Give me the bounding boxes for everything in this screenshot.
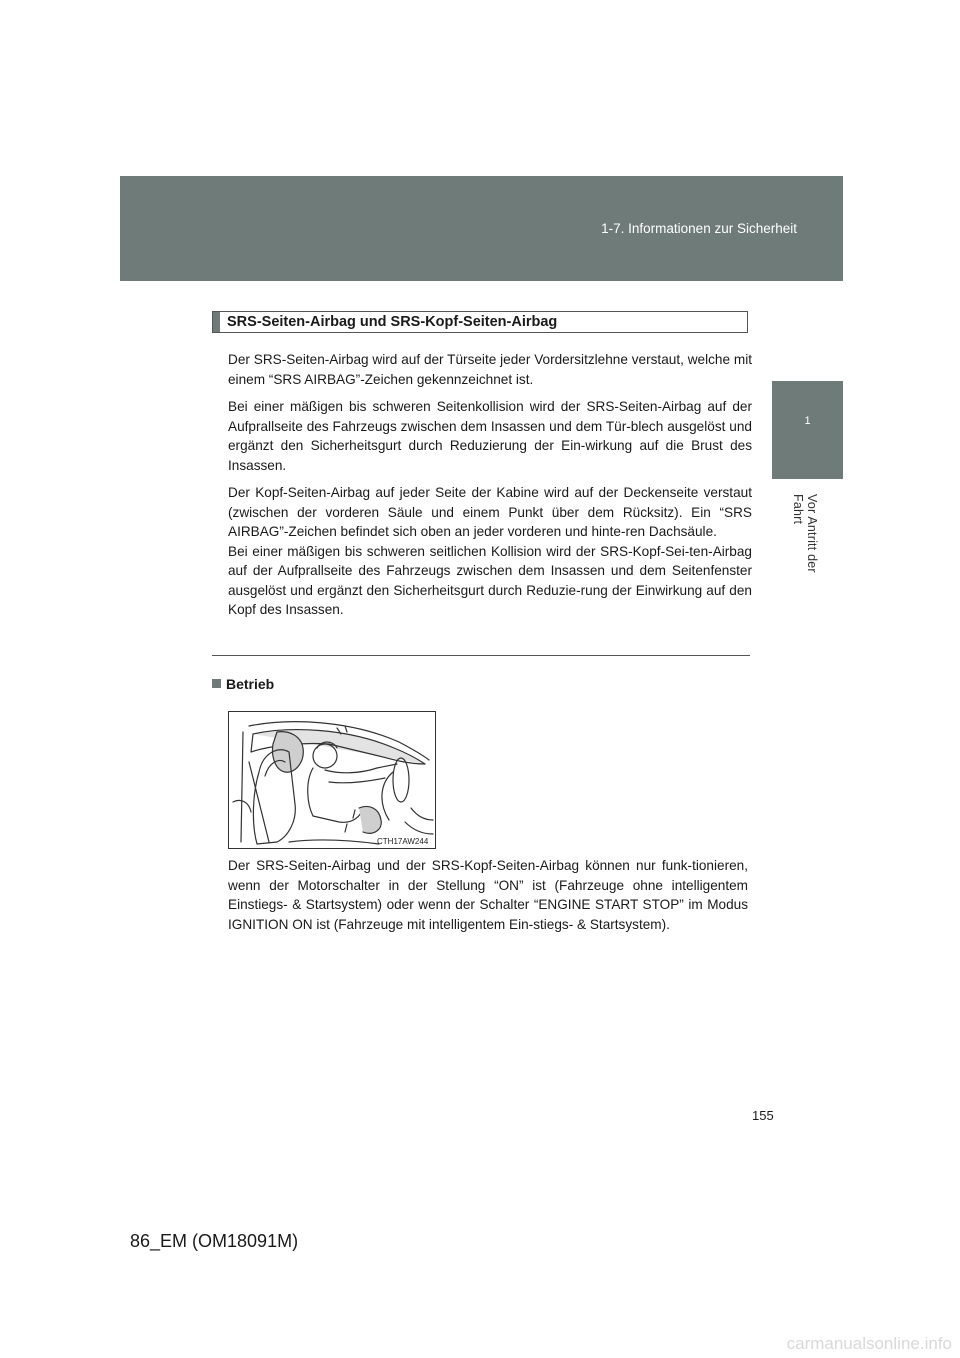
section-heading-box xyxy=(212,311,748,333)
operation-text: Der SRS-Seiten-Airbag und der SRS-Kopf-Seiten-Airbag können nur funk-tionieren, wenn der Motorschalter in der Stellung “ON” ist (Fahrzeuge ohne intelligentem Einstiegs- & Startsystem) oder wenn der Schalter “ENGINE START STOP” im Modus IGNITION ON ist (Fahrzeuge mit intelligentem Ein-stiegs- & Startsystem). xyxy=(228,858,748,932)
airbag-diagram-icon xyxy=(229,712,435,848)
section-body xyxy=(228,350,752,628)
paragraph: Bei einer mäßigen bis schweren seitlichen Kollision wird der SRS-Kopf-Sei-ten-Airbag auf der Aufprallseite des Fahrzeugs zwischen dem Insassen und dem Seitenfenster ausgelöst und ergänzt den Sicherheitsgurt durch Reduzie-rung der Einwirkung auf den Kopf des Insassen. xyxy=(228,543,752,617)
document-code: 86_EM (OM18091M) xyxy=(130,1231,299,1251)
chapter-number: 1 xyxy=(804,415,811,427)
heading-accent-bar xyxy=(213,312,220,332)
airbag-illustration xyxy=(228,711,436,849)
paragraph: Der Kopf-Seiten-Airbag auf jeder Seite der Kabine wird auf der Deckenseite verstaut (zwischen der vorderen Säule und einem Punkt über dem Rücksitz). Ein “SRS AIRBAG”-Zeichen befindet sich oben an jeder vorderen und hinte-ren Dachsäule. xyxy=(228,485,752,539)
section-divider xyxy=(212,655,750,656)
header-section-title: 1-7. Informationen zur Sicherheit xyxy=(601,221,797,236)
chapter-tab xyxy=(772,381,843,479)
page-number: 155 xyxy=(752,1108,774,1123)
chapter-label: Vor Antritt der Fahrt xyxy=(791,494,819,573)
paragraph: Der SRS-Seiten-Airbag wird auf der Türseite jeder Vordersitzlehne verstaut, welche mit einem “SRS AIRBAG”-Zeichen gekennzeichnet ist. xyxy=(228,352,752,387)
header-band xyxy=(120,176,843,281)
square-bullet-icon xyxy=(212,679,221,688)
operation-heading xyxy=(212,676,274,692)
paragraph: Bei einer mäßigen bis schweren Seitenkollision wird der SRS-Seiten-Airbag auf der Aufprallseite des Fahrzeugs zwischen dem Insassen und dem Tür-blech ausgelöst und ergänzt den Sicherheitsgurt durch Reduzierung der Ein-wirkung auf die Brust des Insassen. xyxy=(228,399,752,473)
watermark: carmanualsonline.info xyxy=(786,1334,952,1353)
section-heading: SRS-Seiten-Airbag und SRS-Kopf-Seiten-Airbag xyxy=(227,314,558,330)
operation-heading-label: Betrieb xyxy=(226,676,275,692)
figure-code: CTH17AW244 xyxy=(377,837,429,846)
